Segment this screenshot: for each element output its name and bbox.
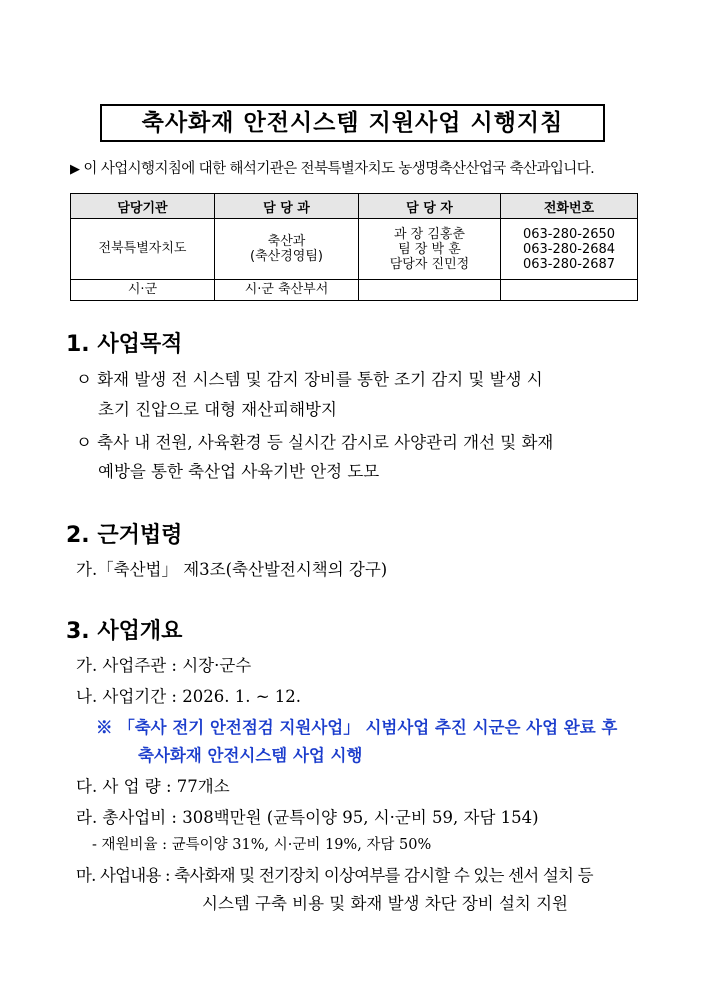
- agency-cell: 전북특별자치도: [71, 219, 215, 280]
- phone-cell: [501, 219, 638, 280]
- contact-table: [70, 193, 638, 301]
- header-dept: 담 당 과: [215, 194, 359, 219]
- table-row: [71, 219, 638, 280]
- phone-number: 063-280-2687: [522, 256, 616, 272]
- staff-line: 팀 장 박 훈: [398, 241, 461, 257]
- staff-cell: [359, 280, 501, 301]
- agency-cell: 시·군: [71, 280, 215, 301]
- reference-note: 축사화재 안전시스템 사업 시행: [138, 746, 363, 765]
- section-heading: 3. 사업개요: [66, 619, 183, 644]
- page-title: 축사화재 안전시스템 지원사업 시행지침: [141, 110, 564, 136]
- body-text: 가.「축산법」 제3조(축산발전시책의 강구): [76, 560, 388, 579]
- table-row: [71, 280, 638, 301]
- body-text: 다. 사 업 량 : 77개소: [76, 777, 230, 796]
- phone-cell: [501, 280, 638, 301]
- bullet-text: ㅇ 화재 발생 전 시스템 및 감지 장비를 통한 조기 감지 및 발생 시: [76, 370, 543, 389]
- bullet-text: 초기 진압으로 대형 재산피해방지: [98, 400, 337, 419]
- bullet-text: 예방을 통한 축산업 사육기반 안정 도모: [98, 462, 380, 481]
- dept-cell: [215, 219, 359, 280]
- body-text: 마. 사업내용 : 축사화재 및 전기장치 이상여부를 감시할 수 있는 센서 설치 등: [76, 866, 593, 885]
- body-text: 나. 사업기간 : 2026. 1. ~ 12.: [76, 687, 302, 706]
- staff-cell: [359, 219, 501, 280]
- dept-team: (축산경영팀): [250, 249, 323, 264]
- staff-line: 담당자 진민정: [389, 256, 470, 272]
- header-staff: 담 당 자: [359, 194, 501, 219]
- body-text: 라. 총사업비 : 308백만원 (균특이양 95, 시·군비 59, 자담 154): [76, 808, 539, 827]
- body-text: - 재원비율 : 균특이양 31%, 시·군비 19%, 자담 50%: [92, 837, 432, 853]
- dept-name: 축산과: [267, 234, 306, 249]
- section-heading: 1. 사업목적: [66, 332, 183, 357]
- body-text: 시스템 구축 비용 및 화재 발생 차단 장비 설치 지원: [202, 894, 568, 913]
- title-box: [100, 104, 605, 142]
- note-text: 이 사업시행지침에 대한 해석기관은 전북특별자치도 농생명축산산업국 축산과입니다.: [83, 161, 595, 177]
- section-heading: 2. 근거법령: [66, 523, 183, 548]
- table-header-row: [71, 194, 638, 219]
- header-agency: 담당기관: [71, 194, 215, 219]
- dept-cell: 시·군 축산부서: [215, 280, 359, 301]
- interpretation-note: [70, 157, 594, 178]
- arrow-icon: ▶: [70, 162, 80, 177]
- staff-line: 과 장 김홍춘: [393, 226, 466, 242]
- phone-number: 063-280-2650: [522, 226, 616, 242]
- header-phone: 전화번호: [501, 194, 638, 219]
- body-text: 가. 사업주관 : 시장·군수: [76, 656, 252, 675]
- bullet-text: ㅇ 축사 내 전원, 사육환경 등 실시간 감시로 사양관리 개선 및 화재: [76, 433, 554, 452]
- reference-note: ※ 「축사 전기 안전점검 지원사업」 시범사업 추진 시군은 사업 완료 후: [96, 718, 618, 737]
- phone-number: 063-280-2684: [522, 241, 616, 257]
